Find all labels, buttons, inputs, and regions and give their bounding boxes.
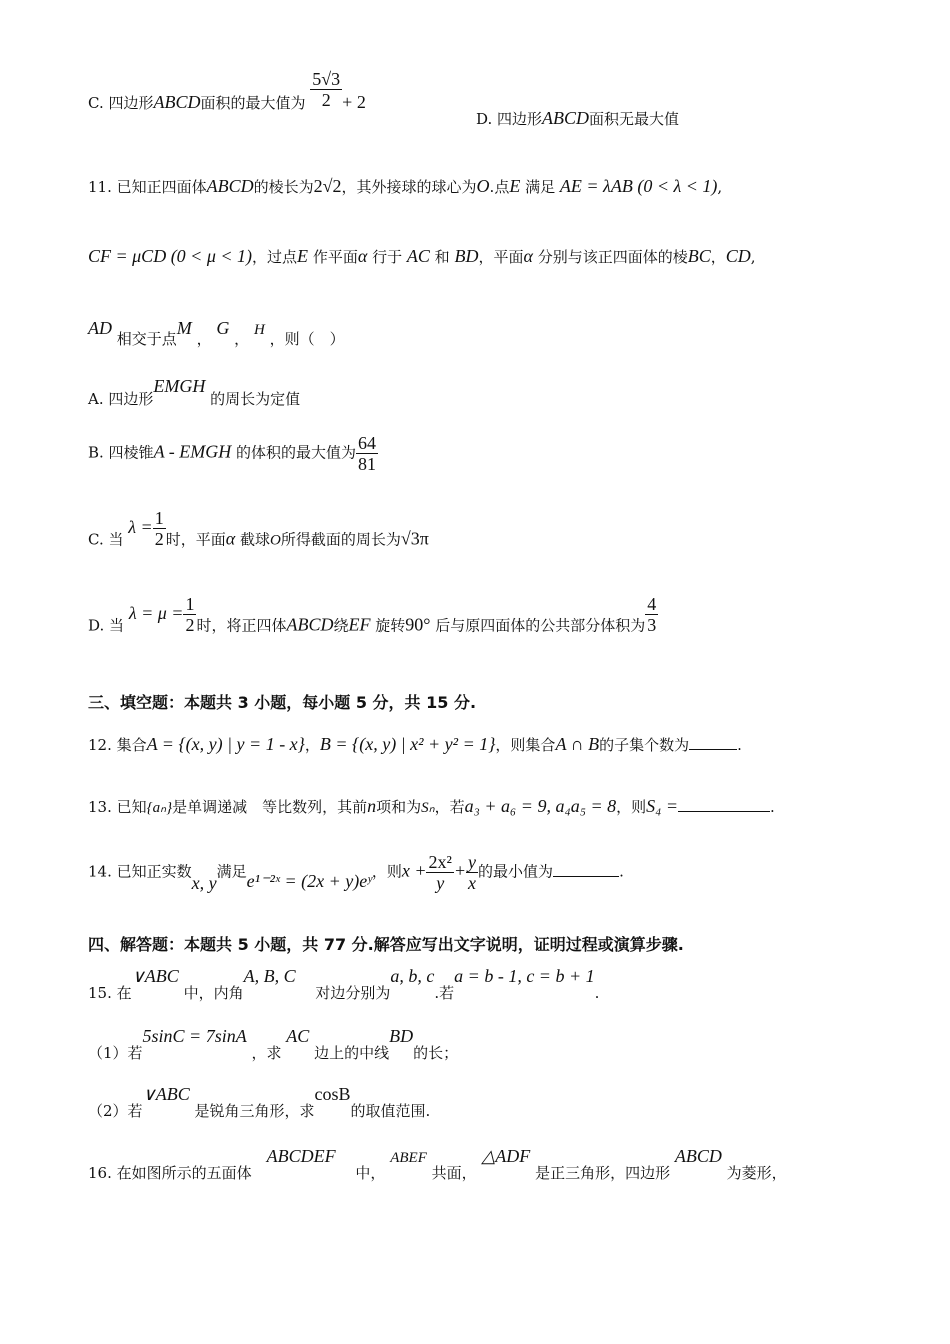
q11-line-2 [88,246,756,267]
q11-l1-m5: AE = λAB (0 < λ < 1) [559,176,718,196]
q11-b-math: A - EMGH [153,441,232,462]
q11-d-text1: 时，将正四体 [196,616,287,635]
q15-p2-b: 是锐角三角形，求 [194,1102,315,1120]
q11-l2-g: ， [710,248,726,266]
q11-d-den: 2 [185,615,195,635]
q11-l1-a: 11. 已知正四面体 [88,178,207,196]
q11-c-text1: 时，平面 [165,530,226,549]
q11-l3-a: 相交于点 [116,330,177,348]
q11-d-angle: 90° [405,614,431,635]
q16-e: 为菱形， [726,1164,787,1182]
q11-l1-b: 的棱长为 [253,178,314,196]
q11-d-fraction2 [645,594,658,635]
q11-l3-d: ，则（ ） [269,330,345,348]
q15-p1-equation: 5sinC = 7sinA [142,1026,247,1046]
q11-l1-m2: 2√2 [313,176,342,196]
q14-a: 14. 已知正实数 [88,862,192,881]
q13-condition: a₃ + a₆ = 9, a₄a₅ = 8 [464,796,617,816]
q11-l1-m3: O [476,176,490,196]
q11-l1-d: .点 [489,178,510,196]
q15-c: 对边分别为 [315,984,391,1002]
q10-d-prefix: D. 四边形 [476,110,543,128]
q12-c: ，则集合 [495,736,556,754]
q10-c-frac-den: 2 [321,89,331,110]
q10-c-prefix: C. 四边形 [88,94,154,112]
q11-line-3 [88,318,345,348]
q14-b: 满足 [216,862,247,881]
q15-p2-triangle: ∨ABC [142,1084,190,1104]
q15-part-1 [88,1026,459,1062]
q16 [88,1146,787,1182]
q10-d-text: 面积无最大值 [589,110,680,128]
q14-frac-1 [426,852,453,893]
q12-set-a: A = {(x, y) | y = 1 - x} [146,734,305,754]
q11-l3-m3: G [216,318,230,338]
q13-sn: Sₙ [421,800,435,816]
q15-p1-bd: BD [389,1026,414,1046]
q15-e: . [594,984,600,1002]
q11-a-math: EMGH [153,376,206,396]
q15-relation: a = b - 1, c = b + 1 [454,966,595,986]
q13-answer-blank[interactable] [678,811,770,812]
q11-d-prefix: D. 当 [88,616,125,635]
q14 [88,852,624,893]
q11-l3-m2: M [176,318,192,338]
q10-option-c [88,68,366,113]
q10-option-d [476,108,679,129]
q11-d-text4: 后与原四面体的公共部分体积为 [435,616,646,635]
q12-set-b: B = {(x, y) | x² + y² = 1} [319,734,496,754]
q11-l2-h: , [750,248,756,266]
q11-l1-m4: E [509,176,521,196]
q11-option-a [88,376,301,408]
q11-d-fraction [183,594,196,635]
q12-b: ， [304,736,320,754]
q11-l2-m8: CD [725,246,751,266]
q11-l2-b: 作平面 [312,248,358,266]
q12-answer-blank[interactable] [689,749,737,750]
q13-e: ，则 [616,798,647,816]
q10-c-math: ABCD [153,92,201,112]
q10-d-math: ABCD [542,108,590,128]
q16-quad: ABCD [674,1146,722,1166]
q12-intersection: A ∩ B [555,734,600,754]
q15-p2-a: （2）若 [88,1102,143,1120]
q15-d: .若 [434,984,455,1002]
q13-n: n [367,796,377,816]
q13-f: . [770,798,775,816]
q12-a: 12. 集合 [88,736,147,754]
q15-p2-cosb: cosB [314,1084,351,1104]
q14-answer-blank[interactable] [553,876,619,877]
q15-b: 中，内角 [183,984,244,1002]
q15-angles: A, B, C [243,966,296,986]
q14-expr-b: + [453,860,467,881]
q10-c-plus: + 2 [342,92,366,112]
q11-l1-c: ，其外接球的球心为 [341,178,477,196]
q14-num1: 2x² [428,852,452,872]
q13-s4: S₄ = [646,796,679,816]
q11-l1-f: , [717,178,723,196]
q11-l1-e: 满足 [525,178,556,196]
q11-l2-m2: E [297,246,309,266]
q11-b-fraction [356,433,378,474]
q16-triangle: △ADF [481,1146,531,1166]
q16-plane: ABEF [390,1150,427,1166]
q11-c-fraction [153,508,166,549]
q15-a: 15. 在 [88,984,132,1002]
q15 [88,966,600,1002]
q15-triangle: ∨ABC [131,966,179,986]
q11-b-text: 的体积的最大值为 [236,443,357,462]
q11-c-num: 1 [154,508,164,528]
q13-d: ，若 [434,798,465,816]
q16-d: 是正三角形，四边形 [535,1164,671,1182]
q11-l1-m1: ABCD [206,176,254,196]
q15-p1-c: 边上的中线 [314,1044,390,1062]
q15-p2-c: 的取值范围. [350,1102,431,1120]
q11-c-o: O [269,532,281,549]
q14-e: . [619,862,624,881]
q15-p1-ac: AC [286,1026,310,1046]
q11-d-ef: EF [348,614,371,635]
q11-l3-m1: AD [88,318,112,338]
q11-option-c [88,508,429,561]
q16-c: 共面， [431,1164,477,1182]
q11-l2-e: ，平面 [478,248,524,266]
q11-l2-m1: CF = μCD (0 < μ < 1) [88,246,253,266]
q11-l3-m4: H [253,322,265,338]
q13-seq: {aₙ} [146,800,173,816]
q11-l2-m5: BD [454,246,479,266]
q11-l2-m6: α [523,246,533,266]
q11-b-prefix: B. 四棱锥 [88,443,154,462]
q14-xy: x, y [191,872,217,893]
q14-d: 的最小值为 [478,862,554,881]
q15-part-2 [88,1084,431,1120]
q11-d-text2: 绕 [333,616,349,635]
q11-d-num: 1 [185,594,195,614]
q11-b-den: 81 [358,454,377,474]
q11-c-value: √3π [400,528,429,549]
q11-line-1 [88,176,722,197]
q11-d-abcd: ABCD [286,614,334,635]
q11-a-prefix: A. 四边形 [88,390,154,408]
q11-l2-f: 分别与该正四面体的棱 [537,248,688,266]
q11-d-math: λ = μ = [128,602,184,623]
q11-l2-a: ，过点 [252,248,298,266]
q11-l2-m3: α [357,246,368,266]
section-4-title: 四、解答题：本题共 5 小题，共 77 分.解答应写出文字说明，证明过程或演算步骤. [88,935,684,954]
q11-d-den2: 3 [647,615,657,635]
q11-c-alpha: α [225,528,236,549]
q13-b: 是单调递减 等比数列，其前 [172,798,368,816]
q14-expr-a: x + [401,860,427,881]
q13-a: 13. 已知 [88,798,147,816]
q11-l2-d: 和 [434,248,450,266]
q10-c-fraction [310,69,342,110]
q12-d: 的子集个数为 [599,736,690,754]
q11-c-text3: 所得截面的周长为 [280,530,401,549]
q11-b-num: 64 [358,433,377,453]
q14-equation: e¹⁻²ˣ = (2x + y)eʸ [246,870,372,891]
q14-c: ，则 [371,862,402,881]
q11-l2-m7: BC [687,246,711,266]
q10-c-frac-num: 5√3 [312,68,341,89]
q11-a-text: 的周长为定值 [210,390,301,408]
q11-l2-c: 行于 [372,248,403,266]
q11-d-num2: 4 [647,594,657,614]
q15-p1-b: ，求 [251,1044,282,1062]
q11-c-text2: 截球 [239,530,270,549]
q11-l2-m4: AC [406,246,430,266]
q16-b: 中， [355,1164,386,1182]
q11-c-den: 2 [154,529,164,549]
q11-option-d [88,594,658,647]
section-3-title: 三、填空题：本题共 3 小题，每小题 5 分，共 15 分. [88,693,477,712]
q14-frac-2 [466,852,478,893]
q11-l3-b: ， [196,330,212,348]
q11-option-b [88,433,378,474]
q12 [88,734,742,755]
q12-e: . [737,736,742,754]
q15-p1-d: 的长； [413,1044,459,1062]
q10-c-text: 面积的最大值为 [200,94,306,112]
q11-l3-c: ， [234,330,250,348]
q13 [88,796,775,817]
q11-c-prefix: C. 当 [88,530,124,549]
q15-p1-a: （1）若 [88,1044,143,1062]
q14-num2: y [468,852,477,872]
q11-c-math: λ = [128,516,153,537]
q16-solid: ABCDEF [266,1146,336,1166]
q11-d-text3: 旋转 [375,616,406,635]
q13-c: 项和为 [376,798,422,816]
q15-sides: a, b, c [390,966,435,986]
q14-den1: y [436,873,445,893]
q16-a: 16. 在如图所示的五面体 [88,1164,252,1182]
q14-den2: x [468,873,477,893]
